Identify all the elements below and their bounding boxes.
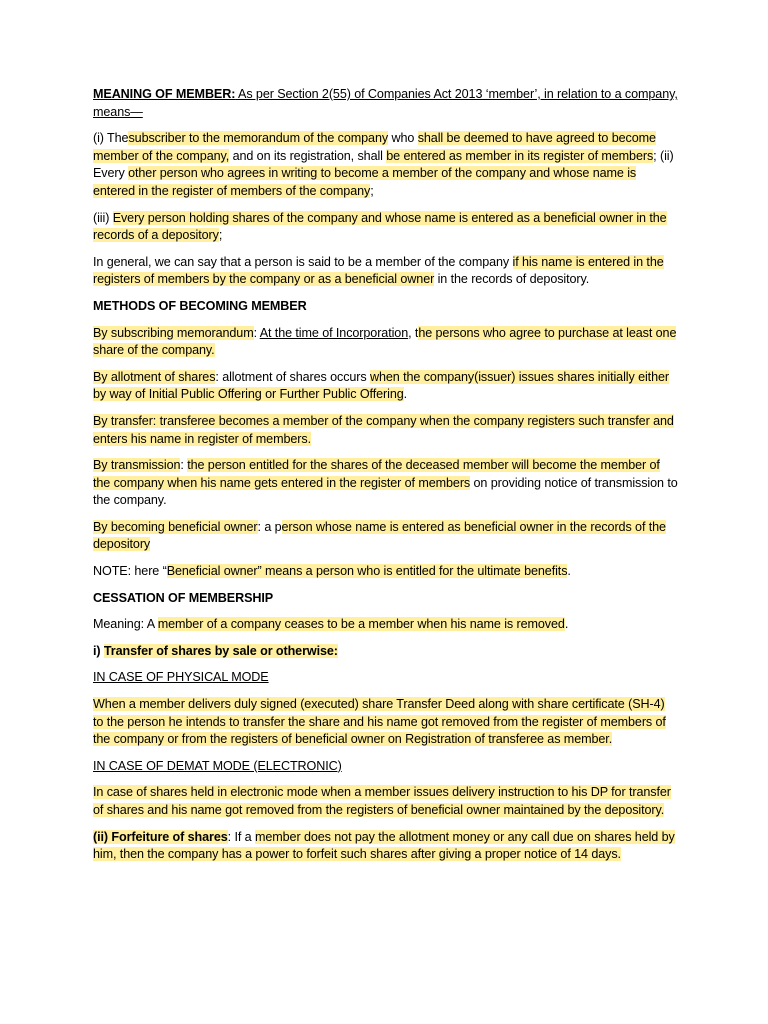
text-segment: : a p	[257, 519, 282, 534]
highlighted-text: By becoming beneficial owner	[93, 519, 258, 534]
highlighted-text: if his name is entered in the registers of members by the company or as a beneficial owner	[93, 254, 664, 287]
paragraph-method-beneficial-owner	[93, 519, 678, 554]
highlighted-text: erson whose name is entered as beneficial owner in the records of the depository	[93, 519, 666, 552]
highlighted-text: By transfer: transferee becomes a member of the company when the company registers such transfer and enters his name in register of members.	[93, 413, 674, 446]
highlighted-text: By allotment of shares	[93, 369, 216, 384]
text-segment: (i) The	[93, 131, 129, 146]
paragraph-transfer-by-sale	[93, 643, 678, 661]
text-segment: ; (ii) Every	[93, 148, 674, 181]
paragraph-method-subscribing	[93, 325, 678, 360]
paragraph-forfeiture	[93, 829, 678, 864]
paragraph-method-allotment	[93, 369, 678, 404]
highlighted-text: Transfer of shares by sale or otherwise:	[103, 643, 338, 658]
highlighted-text: member of a company ceases to be a member when his name is removed	[157, 617, 565, 632]
text-segment: : If a	[227, 829, 255, 844]
paragraph-clause-iii	[93, 210, 678, 245]
highlighted-text: (ii) Forfeiture of shares	[93, 829, 228, 844]
highlighted-text: By transmission	[93, 458, 181, 473]
paragraph-cessation-heading	[93, 590, 678, 608]
text-segment: , t	[408, 325, 419, 340]
text-segment: (iii)	[93, 210, 113, 225]
text-segment: IN CASE OF PHYSICAL MODE	[93, 670, 269, 685]
text-segment: in the records of depository.	[434, 272, 590, 287]
highlighted-text: other person who agrees in writing to become a member of the company and whose name is entered in the register of members of the company	[93, 166, 637, 198]
text-segment: :	[180, 458, 188, 473]
text-segment: METHODS OF BECOMING MEMBER	[93, 298, 307, 313]
highlighted-text: By subscribing memorandum	[93, 325, 254, 340]
text-segment: MEANING OF MEMBER:	[93, 87, 236, 101]
text-segment: .	[403, 387, 408, 402]
highlighted-text: shall be deemed to have agreed to become member of the company,	[93, 131, 656, 163]
paragraph-clause-i-ii	[93, 130, 678, 200]
highlighted-text: In case of shares held in electronic mode when a member issues delivery instruction to his DP for transfer of shares and his name got removed from the registers of beneficial owner maintained by the depository.	[93, 785, 671, 817]
paragraph-physical-mode-text	[93, 696, 678, 749]
text-segment: .	[564, 617, 569, 632]
paragraph-demat-mode-heading	[93, 758, 678, 776]
text-segment: who	[388, 131, 418, 146]
paragraph-meaning-of-member	[93, 86, 678, 121]
text-segment: on providing notice of transmission to the company.	[93, 475, 678, 508]
highlighted-text: Beneficial owner” means a person who is entitled for the ultimate benefits	[166, 564, 568, 579]
text-segment: At the time of Incorporation	[259, 325, 409, 340]
text-segment: i)	[93, 643, 104, 658]
paragraph-method-transmission	[93, 457, 678, 510]
text-segment: In general, we can say that a person is said to be a member of the company	[93, 254, 513, 269]
text-segment: CESSATION OF MEMBERSHIP	[93, 590, 274, 605]
text-segment: .	[567, 564, 571, 579]
paragraph-demat-mode-text	[93, 784, 678, 819]
text-segment: ;	[370, 183, 374, 198]
text-segment: IN CASE OF DEMAT MODE (ELECTRONIC)	[93, 758, 342, 773]
highlighted-text: when the company(issuer) issues shares initially either by way of Initial Public Offering or Further Public Offering	[93, 369, 669, 402]
paragraph-method-transfer	[93, 413, 678, 448]
paragraph-methods-heading	[93, 298, 678, 316]
text-segment: As per Section 2(55) of Companies Act 2013 ‘member’, in relation to a company, means—	[93, 87, 678, 119]
highlighted-text: When a member delivers duly signed (executed) share Transfer Deed along with share certificate (SH-4) to the person he intends to transfer the share and his name got removed from the register of members of the company or from the registers of beneficial owner on Registration of transferee as member.	[93, 697, 666, 747]
text-segment: Meaning: A	[93, 617, 158, 632]
text-segment: : allotment of shares occurs	[215, 369, 370, 384]
text-segment: :	[253, 325, 260, 340]
highlighted-text: member does not pay the allotment money or any call due on shares held by him, then the company has a power to forfeit such shares after giving a proper notice of 14 days.	[93, 829, 675, 862]
highlighted-text: be entered as member in its register of members	[386, 148, 654, 163]
text-segment: ;	[218, 228, 223, 243]
highlighted-text: the person entitled for the shares of the deceased member will become the member of the company when his name gets entered in the register of members	[93, 458, 660, 490]
paragraph-general-summary	[93, 254, 678, 289]
highlighted-text: subscriber to the memorandum of the company	[128, 131, 389, 146]
text-segment: and on its registration, shall	[229, 148, 387, 163]
paragraph-cessation-meaning	[93, 616, 678, 634]
text-segment: NOTE: here “	[93, 564, 167, 579]
paragraph-note-beneficial-owner	[93, 563, 678, 581]
paragraph-physical-mode-heading	[93, 669, 678, 687]
highlighted-text: Every person holding shares of the company and whose name is entered as a beneficial owner in the records of a depository	[93, 210, 667, 243]
highlighted-text: he persons who agree to purchase at least one share of the company.	[93, 325, 677, 358]
